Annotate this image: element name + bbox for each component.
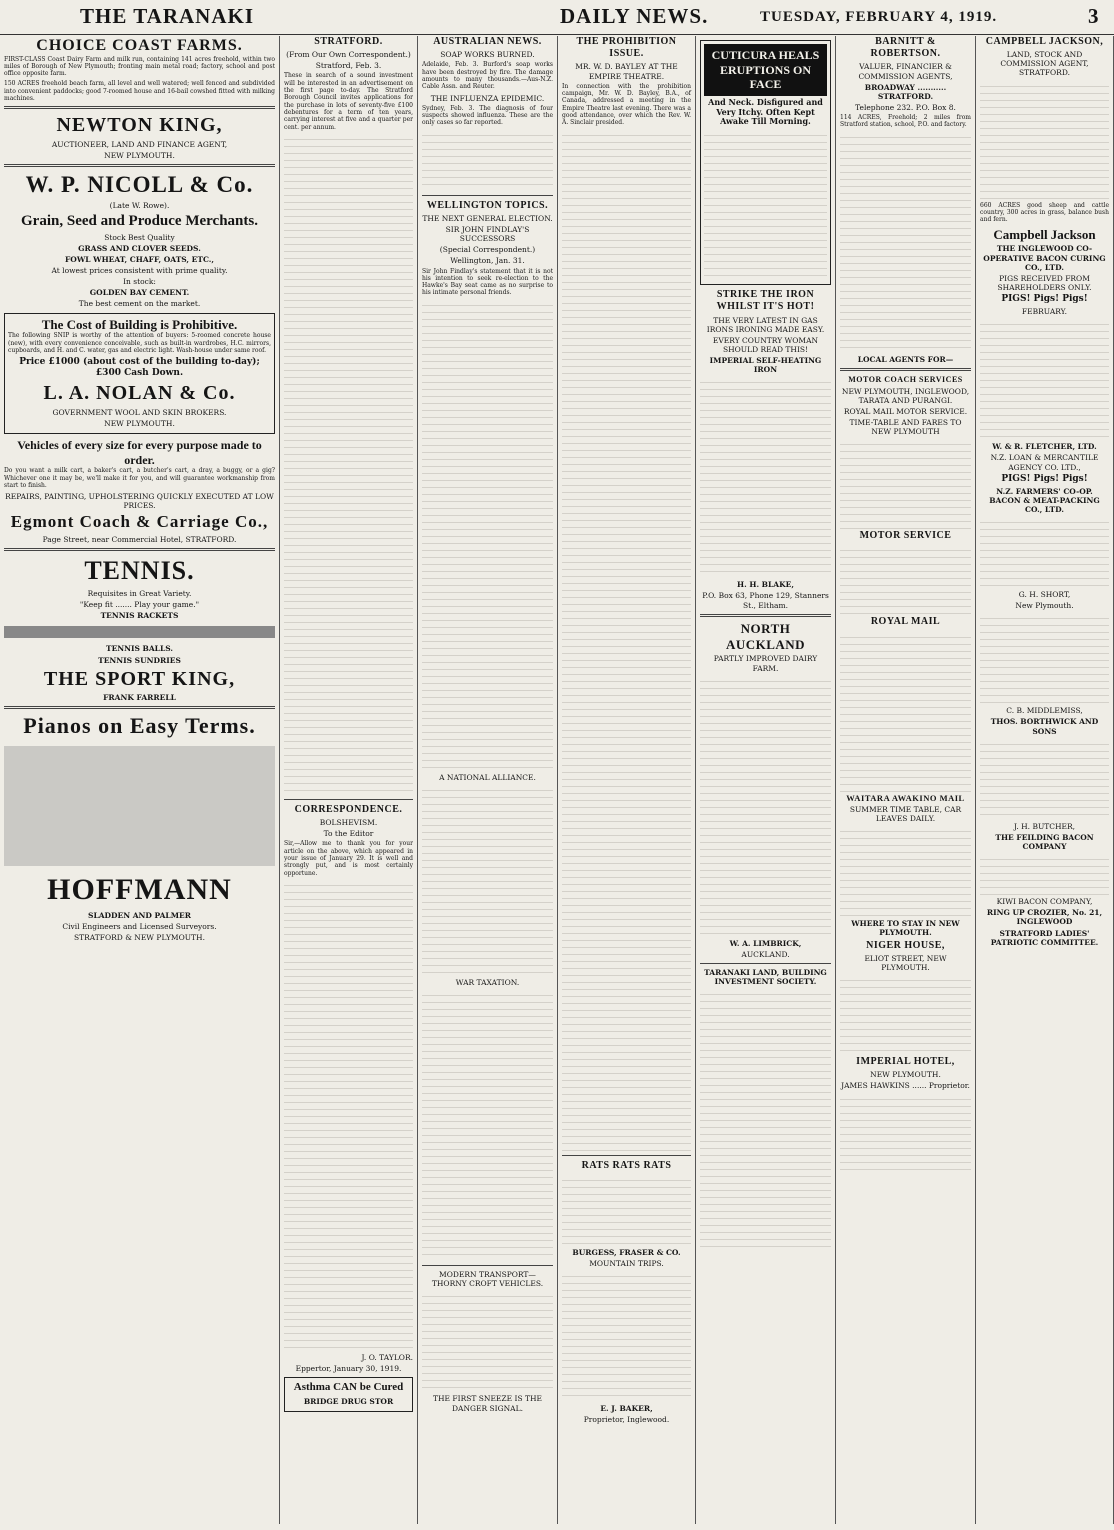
- column-6: [836, 36, 976, 1524]
- prohibition-body: In connection with the prohibition campaign, Mr. W. D. Bayley, B.A., of Canada, addressed a meeting in the Empire Theatre last evening. There was a good attendance, over which the Rev. W. A. Sinclair presided.: [562, 82, 691, 127]
- soap-heading: SOAP WORKS BURNED.: [440, 50, 535, 60]
- grain-heading: Grain, Seed and Produce Merchants.: [21, 213, 258, 230]
- vehicles-heading: Vehicles of every size for every purpose made to order.: [17, 437, 262, 467]
- niger-text: [840, 976, 971, 1056]
- borthwick: THOS. BORTHWICK AND SONS: [990, 717, 1099, 736]
- butcher: J. H. BUTCHER,: [1013, 821, 1076, 831]
- page-number: 3: [1088, 4, 1100, 28]
- short-location: New Plymouth.: [1015, 601, 1074, 611]
- niger-house: NIGER HOUSE,: [866, 939, 945, 951]
- vehicles-body: Do you want a milk cart, a baker's cart, a butcher's cart, a dray, a buggy, or a gig? Whichever one it may be, we'll make it for you, and will guarantee workmanship from start to finish.: [4, 467, 275, 489]
- cement-note: The best cement on the market.: [78, 299, 201, 309]
- divider: [4, 106, 275, 109]
- pigs-banner-1: PIGS! Pigs! Pigs!: [1001, 294, 1088, 305]
- imperial-iron: IMPERIAL SELF-HEATING IRON: [709, 356, 822, 375]
- wellington-dateline: Wellington, Jan. 31.: [450, 256, 525, 266]
- sneeze-heading: THE FIRST SNEEZE IS THE DANGER SIGNAL.: [433, 1394, 542, 1413]
- po-box: P.O. Box 8.: [915, 102, 956, 112]
- fletcher: W. & R. FLETCHER, LTD.: [992, 442, 1097, 452]
- royal-mail-service: ROYAL MAIL MOTOR SERVICE.: [843, 406, 968, 416]
- blake-name: H. H. BLAKE,: [737, 580, 794, 590]
- column-4: [558, 36, 696, 1524]
- timetable-3: [840, 633, 971, 793]
- kiwi-bacon: KIWI BACON COMPANY,: [996, 897, 1093, 907]
- divider: [700, 963, 831, 964]
- in-stock: In stock:: [123, 277, 156, 287]
- engineers: Civil Engineers and Licensed Surveyors.: [62, 921, 217, 931]
- cost-of-building-ad: [4, 313, 275, 434]
- influenza-body: Sydney, Feb. 3. The diagnosis of four suspects showed influenza. These are the only cases so far reported.: [422, 104, 553, 127]
- wellington-body: Sir John Findlay's statement that it is not his intention to seek re-election to the Hawke's Bay seat came as no surprise to his intimate personal friends.: [422, 267, 553, 297]
- asthma-heading: Asthma CAN be Cured: [293, 1381, 404, 1394]
- divider: [562, 1155, 691, 1156]
- motor-route: NEW PLYMOUTH, INGLEWOOD, TARATA AND PURANGI.: [841, 386, 970, 405]
- limbrick-location: AUCKLAND.: [741, 949, 790, 959]
- barnitt-heading: BARNITT & ROBERTSON.: [870, 36, 941, 60]
- campbell-sub: LAND, STOCK AND COMMISSION AGENT, STRATFORD.: [1000, 50, 1089, 78]
- waitara-heading: WAITARA AWAKINO MAIL: [846, 792, 965, 803]
- lowest-prices: At lowest prices consistent with prime quality.: [51, 265, 228, 275]
- stratford-heading: STRATFORD.: [314, 36, 383, 47]
- stratford-body: These in search of a sound investment will be interested in an advertisement on the first page to-day. The Stratford Borough Council invites applications for the purchase in lots of seventy-five £100 debentures for a term of ten years, carrying interest at five and a quarter per cent. per annum.: [284, 72, 413, 131]
- asthma-ad: [284, 1377, 413, 1412]
- column-5: [696, 36, 836, 1524]
- letter-body: Sir,—Allow me to thank you for your article on the above, which appeared in your issue of January 29. It is well and strongly put, and is most certainly opportune.: [284, 840, 413, 877]
- every-country-woman: EVERY COUNTRY WOMAN SHOULD READ THIS!: [712, 335, 819, 354]
- royal-mail-heading: ROYAL MAIL: [870, 616, 941, 628]
- prohibition-text: [562, 131, 691, 1151]
- national-alliance: A NATIONAL ALLIANCE.: [439, 772, 536, 782]
- imperial-hotel: IMPERIAL HOTEL,: [856, 1056, 955, 1068]
- letter-text: [284, 881, 413, 1351]
- north-auckland-text: [700, 677, 831, 937]
- feilding-bacon: THE FEILDING BACON COMPANY: [995, 832, 1094, 852]
- influenza-heading: THE INFLUENZA EPIDEMIC.: [430, 93, 545, 103]
- nolan-sub: GOVERNMENT WOOL AND SKIN BROKERS.: [52, 407, 227, 417]
- broadway: BROADWAY ........... STRATFORD.: [864, 82, 947, 101]
- divider: [840, 368, 971, 371]
- tennis-sub: Requisites in Great Variety.: [87, 589, 192, 598]
- letter-location: Eppertor, January 30, 1919.: [295, 1364, 402, 1374]
- divider: [4, 706, 275, 709]
- bridge-drug-store: BRIDGE DRUG STOR: [303, 1396, 394, 1406]
- telephone-number: Telephone 232.: [855, 102, 914, 112]
- sport-king-heading: THE SPORT KING,: [43, 667, 236, 690]
- campbell-jackson-heading: CAMPBELL JACKSON,: [985, 36, 1104, 47]
- acres-114: 114 ACRES, Freehold; 2 miles from Stratford station, school, P.O. and factory.: [840, 114, 971, 129]
- nicoll-heading: W. P. NICOLL & Co.: [25, 172, 254, 198]
- campbell-text: [980, 82, 1109, 202]
- pigs-shareholders: PIGS RECEIVED FROM SHAREHOLDERS ONLY.: [997, 273, 1092, 292]
- cost-heading: The Cost of Building is Prohibitive.: [41, 316, 238, 332]
- motor-service-heading: MOTOR SERVICE: [859, 530, 952, 542]
- rats-heading: RATS RATS RATS: [581, 1159, 672, 1171]
- nicoll-late: (Late W. Rowe).: [109, 201, 170, 211]
- inglewood-bacon: THE INGLEWOOD CO-OPERATIVE BACON CURING CO., LTD.: [983, 244, 1106, 272]
- correspondence-heading: CORRESPONDENCE.: [294, 803, 403, 815]
- ladies-committee: STRATFORD LADIES' PATRIOTIC COMMITTEE.: [990, 928, 1099, 947]
- racket-price-list: [4, 626, 275, 638]
- timetable-heading: TIME-TABLE AND FARES TO NEW PLYMOUTH: [849, 418, 962, 437]
- war-taxation: WAR TAXATION.: [455, 977, 520, 987]
- north-auckland-sub: PARTLY IMPROVED DAIRY FARM.: [713, 654, 818, 673]
- pigs-banner-2: PIGS! Pigs! Pigs!: [1001, 473, 1088, 484]
- timetable-4: [840, 827, 971, 917]
- nz-farmers: N.Z. FARMERS' CO-OP. BACON & MEAT-PACKING CO., LTD.: [989, 486, 1100, 514]
- special-correspondent: (Special Correspondent.): [439, 245, 536, 255]
- taranaki-land-society: TARANAKI LAND, BUILDING INVESTMENT SOCIETY.: [704, 968, 827, 987]
- newton-king-location: NEW PLYMOUTH.: [104, 150, 175, 160]
- cost-price: Price £1000 (about cost of the building to-day); £300 Cash Down.: [19, 357, 260, 379]
- february-1: FEBRUARY.: [1021, 307, 1068, 317]
- barnitt-text: [840, 133, 971, 353]
- stratford-dateline: Stratford, Feb. 3.: [315, 61, 382, 71]
- nolan-heading: L. A. NOLAN & Co.: [43, 382, 236, 405]
- australian-news-heading: AUSTRALIAN NEWS.: [433, 36, 542, 47]
- north-auckland-heading: NORTH AUCKLAND: [725, 620, 806, 652]
- hawkins: JAMES HAWKINS ...... Proprietor.: [841, 1081, 970, 1091]
- masthead: [0, 0, 1114, 35]
- cost-body: The following SNIP is worthy of the attention of buyers: 5-roomed concrete house (new), with every convenience conceivable, such as built-in wardrobes, H.C. mirrors, cupboards, and H. and C. water, gas and electric light. Wash-house under same roof.: [8, 332, 271, 355]
- divider: [284, 799, 413, 800]
- paper-name: THE TARANAKI: [80, 4, 255, 28]
- short-name: G. H. SHORT,: [1018, 590, 1071, 600]
- cuticura-heading: CUTICURA HEALS ERUPTIONS ON FACE: [704, 44, 827, 96]
- pig-schedule-4: [980, 740, 1109, 820]
- stock-quality: Stock Best Quality: [104, 232, 175, 242]
- repairs: REPAIRS, PAINTING, UPHOLSTERING QUICKLY EXECUTED AT LOW PRICES.: [5, 492, 274, 511]
- acres-660: 660 ACRES good sheep and cattle country, 300 acres in grass, balance bush and fern.: [980, 201, 1109, 224]
- mountain-trips: MOUNTAIN TRIPS.: [589, 1258, 664, 1268]
- middlemiss: C. B. MIDDLEMISS,: [1006, 706, 1083, 716]
- stratford-text: [284, 135, 413, 795]
- cuticura-text: [704, 131, 827, 281]
- telephone: [840, 103, 971, 112]
- divider: [422, 1265, 553, 1266]
- mountain-text: [562, 1272, 691, 1402]
- frank-farrell: FRANK FARRELL: [103, 693, 176, 703]
- daily-news: DAILY NEWS.: [560, 4, 709, 28]
- influenza-text: [422, 131, 553, 191]
- sladden-palmer: SLADDEN AND PALMER: [88, 910, 191, 920]
- timetable-1: [840, 440, 971, 530]
- iron-text: [700, 378, 831, 578]
- summer-timetable: SUMMER TIME TABLE, CAR LEAVES DAILY.: [849, 805, 962, 824]
- letter-sign: J. O. TAYLOR.: [361, 1353, 413, 1362]
- farm-ad-1: FIRST-CLASS Coast Dairy Farm and milk run, containing 141 acres freehold, within two miles of Borough of New Plymouth; fronting main metal road; factory, school and post office opposite farm.: [4, 55, 275, 78]
- hotel-text: [840, 1095, 971, 1175]
- column-3: [418, 36, 558, 1524]
- transport-text: [422, 1292, 553, 1392]
- findlay-heading: SIR JOHN FINDLAY'S SUCCESSORS: [445, 224, 530, 244]
- soap-body: Adelaide, Feb. 3. Burford's soap works have been destroyed by fire. The damage amounts to many thousands.—Aus-N.Z. Cable Assn. and Reuter.: [422, 61, 553, 91]
- newton-king-heading: NEWTON KING,: [56, 114, 223, 137]
- tennis-balls: TENNIS BALLS.: [105, 644, 173, 654]
- divider: [4, 548, 275, 551]
- bolshevism: BOLSHEVISM.: [319, 818, 378, 828]
- golden-bay-cement: GOLDEN BAY CEMENT.: [89, 288, 190, 298]
- fowl-wheat: FOWL WHEAT, CHAFF, OATS, ETC.,: [64, 254, 215, 264]
- limbrick-name: W. A. LIMBRICK,: [729, 938, 802, 948]
- pianos-heading: Pianos on Easy Terms.: [23, 713, 256, 739]
- timetable-2: [840, 546, 971, 616]
- pig-schedule-5: [980, 855, 1109, 895]
- column-7: [976, 36, 1114, 1524]
- tennis-heading: TENNIS.: [84, 556, 195, 586]
- newton-king-sub: AUCTIONEER, LAND AND FINANCE AGENT,: [51, 139, 228, 149]
- transport-heading: MODERN TRANSPORT—THORNY CROFT VEHICLES.: [431, 1270, 544, 1289]
- egmont-address: Page Street, near Commercial Hotel, STRATFORD.: [42, 535, 237, 545]
- taxation-text: [422, 991, 553, 1261]
- latest-gas-irons: THE VERY LATEST IN GAS IRONS IRONING MADE EASY.: [706, 315, 825, 334]
- where-to-stay: WHERE TO STAY IN NEW PLYMOUTH.: [851, 919, 960, 938]
- pig-schedule-3: [980, 614, 1109, 704]
- blake-location: P.O. Box 63, Phone 129, Stanners St., Eltham.: [702, 591, 829, 610]
- wellington-heading: WELLINGTON TOPICS.: [426, 199, 549, 211]
- egmont-heading: Egmont Coach & Carriage Co.,: [10, 512, 269, 532]
- divider: [700, 614, 831, 617]
- nolan-location: NEW PLYMOUTH.: [104, 418, 175, 428]
- rats-text: [562, 1176, 691, 1246]
- to-editor: To the Editor: [323, 829, 374, 839]
- alliance-text: [422, 786, 553, 976]
- farm-ad-2: 150 ACRES freehold beach farm, all level and well watered; well fenced and subdivided into convenient paddocks; good 7-roomed house and 16-bail cowshed fitted with milking machines.: [4, 80, 275, 103]
- divider: [4, 164, 275, 167]
- cuticura-ad: [700, 40, 831, 285]
- tennis-sundries: TENNIS SUNDRIES: [98, 655, 181, 665]
- grass-seeds: GRASS AND CLOVER SEEDS.: [78, 243, 201, 253]
- crozier: RING UP CROZIER, No. 21, INGLEWOOD: [986, 908, 1103, 927]
- prohibition-heading: THE PROHIBITION ISSUE.: [576, 36, 677, 60]
- nz-loan: N.Z. LOAN & MERCANTILE AGENCY CO. LTD.,: [990, 453, 1099, 472]
- piano-price-table: [4, 746, 275, 866]
- barnitt-sub: VALUER, FINANCIER & COMMISSION AGENTS,: [858, 62, 953, 81]
- pig-schedule-1: [980, 320, 1109, 440]
- imperial-location: NEW PLYMOUTH.: [870, 1070, 941, 1080]
- column-1: [0, 36, 280, 1524]
- tennis-rackets: TENNIS RACKETS: [100, 611, 179, 621]
- cuticura-sub: And Neck. Disfigured and Very Itchy. Often Kept Awake Till Morning.: [708, 96, 823, 127]
- issue-date: TUESDAY, FEBRUARY 4, 1919.: [760, 9, 998, 25]
- sladden-location: STRATFORD & NEW PLYMOUTH.: [74, 932, 205, 942]
- pig-schedule-2: [980, 518, 1109, 588]
- strike-iron-heading: STRIKE THE IRON WHILST IT'S HOT!: [716, 289, 815, 313]
- column-2: [280, 36, 418, 1524]
- divider: [422, 195, 553, 196]
- society-text: [700, 990, 831, 1250]
- baker-sub: Proprietor, Inglewood.: [583, 1415, 670, 1425]
- campbell-jackson-banner: Campbell Jackson: [993, 226, 1096, 242]
- election-heading: THE NEXT GENERAL ELECTION.: [422, 213, 553, 223]
- motor-coach-heading: MOTOR COACH SERVICES: [848, 374, 963, 384]
- wellington-text: [422, 301, 553, 771]
- niger-address: ELIOT STREET, NEW PLYMOUTH.: [864, 953, 947, 972]
- burgess-fraser: BURGESS, FRASER & CO.: [572, 1247, 681, 1257]
- choice-coast-farms-heading: CHOICE COAST FARMS.: [36, 37, 243, 54]
- local-agents: LOCAL AGENTS FOR—: [857, 354, 954, 364]
- hoffmann-heading: HOFFMANN: [47, 873, 232, 907]
- prohibition-sub: MR. W. D. BAYLEY AT THE EMPIRE THEATRE.: [575, 62, 678, 81]
- keep-fit: "Keep fit ....... Play your game.": [79, 600, 200, 610]
- stratford-sub: (From Our Own Correspondent.): [286, 50, 411, 60]
- baker-name: E. J. BAKER,: [600, 1404, 653, 1413]
